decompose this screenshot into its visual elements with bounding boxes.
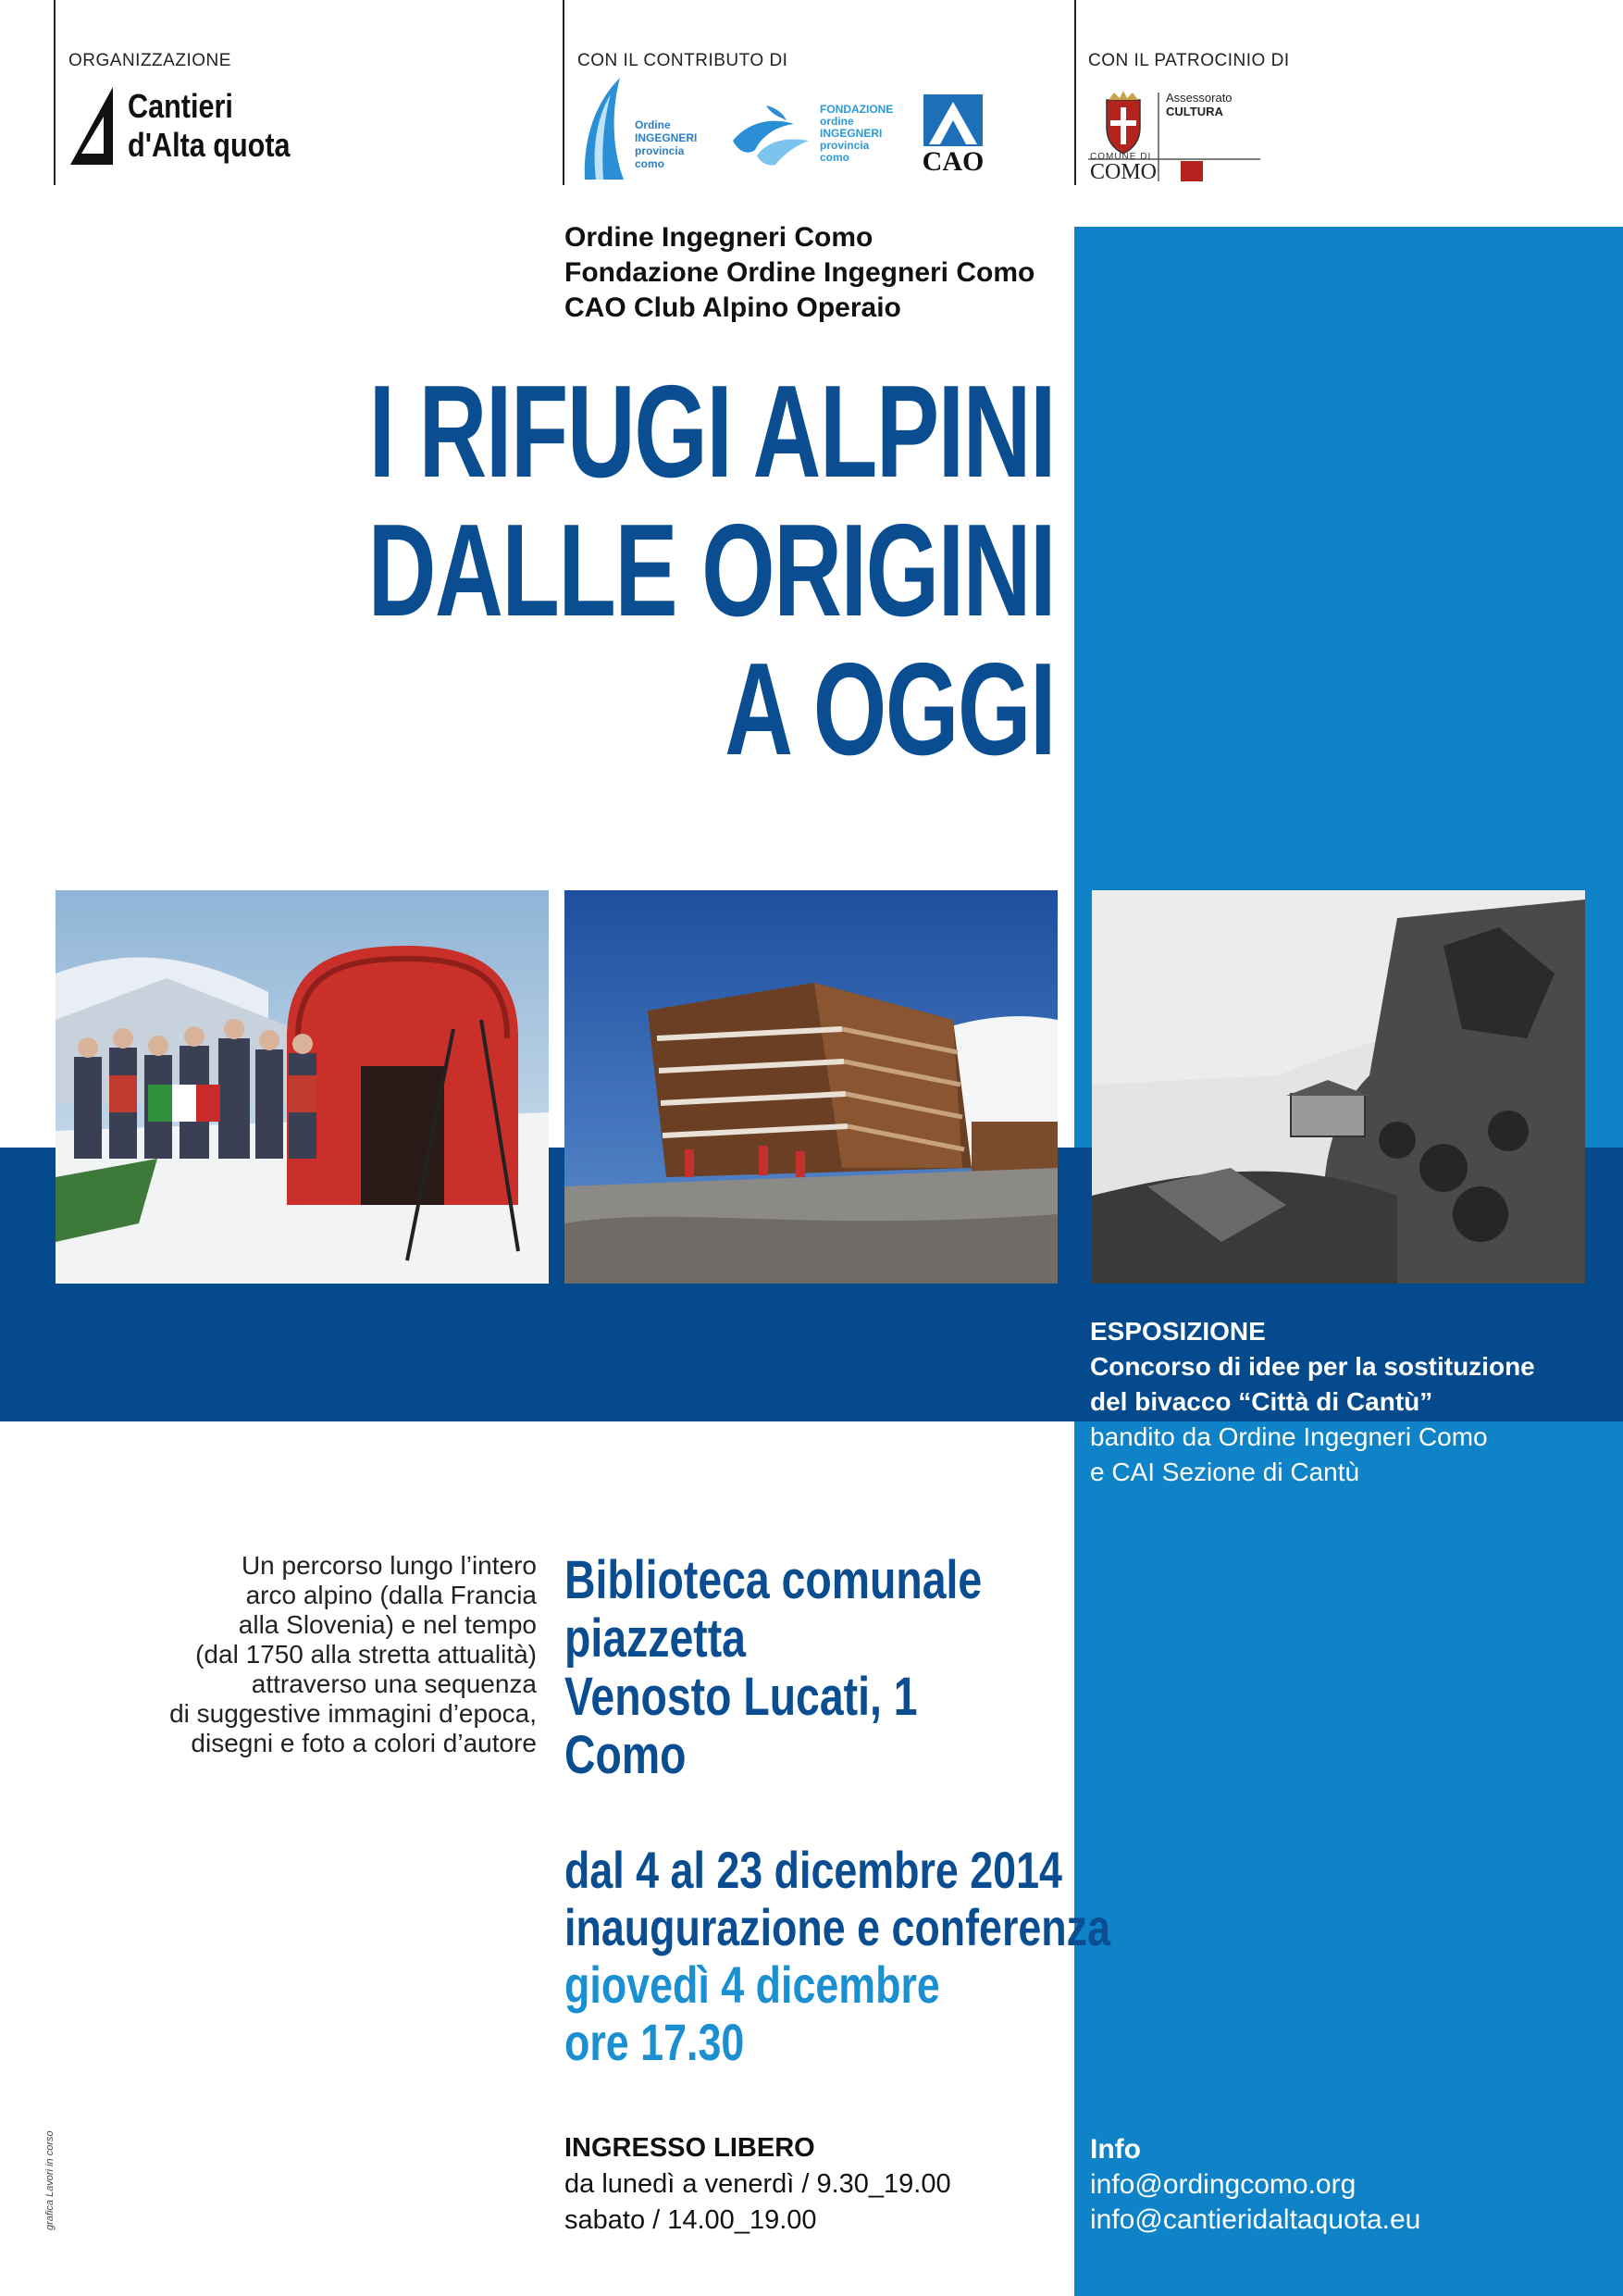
header-divider <box>54 0 56 185</box>
title-line: I RIFUGI ALPINI <box>368 358 1055 505</box>
venue-line: Biblioteca comunale <box>564 1550 983 1610</box>
main-title <box>362 358 1055 783</box>
info-label: Info <box>1090 2134 1141 2165</box>
comune-small-text: COMUNE DI <box>1090 152 1152 162</box>
event-type: inaugurazione e conferenza <box>564 1898 1110 1956</box>
organizer-name: Ordine Ingegneri Como <box>564 222 873 253</box>
description-line: (dal 1750 alla stretta attualità) <box>195 1640 537 1669</box>
fondazione-logo-text: como <box>820 151 850 164</box>
exhibition-label: ESPOSIZIONE <box>1090 1317 1266 1346</box>
mountain-icon <box>922 93 985 148</box>
event-day: giovedì 4 dicembre <box>564 1955 940 2014</box>
title-line: DALLE ORIGINI <box>367 497 1055 644</box>
fondazione-logo-text: INGEGNERI <box>820 127 883 140</box>
exhibition-line: bandito da Ordine Ingegneri Como <box>1090 1422 1488 1451</box>
venue-line: piazzetta <box>564 1608 746 1669</box>
info-email-link[interactable]: info@cantieridaltaquota.eu <box>1090 2204 1421 2235</box>
fondazione-logo-text: provincia <box>820 139 870 152</box>
cantieri-logo-line1: Cantieri <box>128 87 233 125</box>
set-square-icon <box>67 85 122 167</box>
description-line: arco alpino (dalla Francia <box>245 1581 537 1609</box>
entry-block <box>564 2130 951 2239</box>
organizer-name: CAO Club Alpino Operaio <box>564 292 901 323</box>
header-divider <box>1074 0 1076 185</box>
exhibition-line: del bivacco “Città di Cantù” <box>1090 1387 1433 1416</box>
info-email-link[interactable]: info@ordingcomo.org <box>1090 2169 1357 2200</box>
info-block <box>1090 2132 1420 2238</box>
description-line: disegni e foto a colori d’autore <box>191 1729 537 1757</box>
fondazione-logo-text: ordine <box>820 115 854 128</box>
date-range: dal 4 al 23 dicembre 2014 <box>564 1841 1062 1899</box>
venue-block <box>564 1551 982 1784</box>
comune-big-text: COMO <box>1090 160 1158 184</box>
weekday-hours: da lunedì a venerdì / 9.30_19.00 <box>564 2169 951 2199</box>
description-line: Un percorso lungo l’intero <box>241 1551 537 1580</box>
title-line: A OGGI <box>725 636 1055 783</box>
photo-wooden-refuge <box>564 890 1058 1284</box>
ordine-logo-text: INGEGNERI <box>635 131 698 144</box>
fondazione-logo <box>729 100 896 183</box>
assessorato-line1: Assessorato <box>1166 91 1233 105</box>
ordine-logo-text: como <box>635 157 665 170</box>
sail-icon <box>576 76 631 183</box>
description-line: alla Slovenia) e nel tempo <box>238 1610 537 1639</box>
organizers-list <box>564 220 1035 326</box>
exhibition-line: Concorso di idee per la sostituzione <box>1090 1352 1535 1381</box>
exhibition-line: e CAI Sezione di Cantù <box>1090 1458 1360 1486</box>
graphic-credit: grafica Lavori in corso <box>44 2130 56 2230</box>
saturday-hours: sabato / 14.00_19.00 <box>564 2205 817 2235</box>
cao-logo <box>922 93 985 178</box>
description-line: di suggestive immagini d’epoca, <box>169 1699 537 1728</box>
cao-logo-text: CAO <box>922 146 985 177</box>
ordine-ingegneri-logo <box>576 76 696 183</box>
fondazione-logo-text: FONDAZIONE <box>820 103 894 116</box>
organizzazione-label: ORGANIZZAZIONE <box>68 51 231 70</box>
photo-red-bivouac <box>56 890 549 1284</box>
event-time: ore 17.30 <box>564 2013 745 2071</box>
header-divider <box>563 0 564 185</box>
organizer-name: Fondazione Ordine Ingegneri Como <box>564 257 1035 288</box>
comune-como-logo <box>1088 91 1260 183</box>
cantieri-logo-line2: d'Alta quota <box>128 126 291 164</box>
entry-label: INGRESSO LIBERO <box>564 2133 815 2163</box>
venue-line: Como <box>564 1725 687 1785</box>
venue-line: Venosto Lucati, 1 <box>564 1667 918 1727</box>
ordine-logo-text: provincia <box>635 144 685 157</box>
dates-block <box>564 1842 1110 2071</box>
cantieri-logo <box>67 85 326 168</box>
assessorato-line2: CULTURA <box>1166 105 1223 118</box>
patrocinio-label: CON IL PATROCINIO DI <box>1088 51 1290 70</box>
exhibition-description <box>102 1551 537 1758</box>
description-line: attraverso una sequenza <box>251 1669 537 1698</box>
exhibition-block <box>1090 1314 1608 1490</box>
contributo-label: CON IL CONTRIBUTO DI <box>577 51 788 70</box>
wave-icon <box>729 104 812 168</box>
ordine-logo-text: Ordine <box>635 118 671 131</box>
photo-historic-bivouac <box>1092 890 1585 1284</box>
